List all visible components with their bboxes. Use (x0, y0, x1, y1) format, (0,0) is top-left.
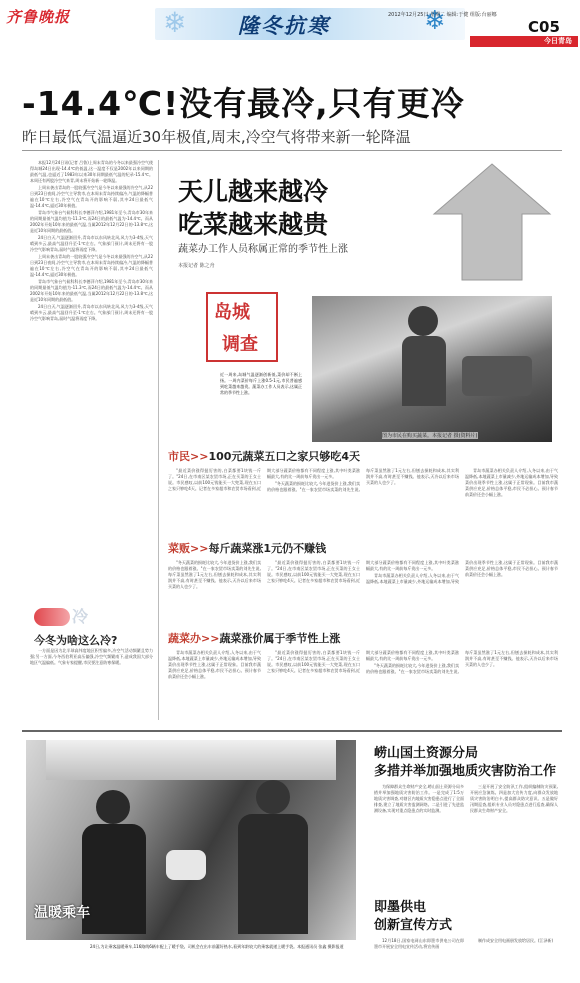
lead-paragraph: 上周末袭击青岛的一股较强冷空气是今冬以来最强的冷空气,从22日到23日夜间,冷空气主导我市,在本周末青岛持续偏冷,气温的降幅普遍在10℃左右,冷空气在青岛开的影响不弱,其中24日最低气温-14.4℃,逼近30年极值。 (30, 185, 153, 208)
bus-caption (90, 944, 356, 974)
feature-subhead: 蔬菜办工作人员称属正常的季节性上涨 (178, 244, 348, 255)
driver-figure (256, 780, 290, 814)
lead-body (30, 160, 153, 600)
snowflake-icon: ❄ (163, 6, 187, 39)
lead-paragraph: 青岛市气象台气候科科长李德萍介绍,1981年至今,青岛市30年来的同期最低气温均值为-11.3℃,而24日的最低气温为-14.4℃。而从2002年开始10年来的最低气温,当属2012年12月22日的-13.8℃,这是近10年同期的最低值。 (30, 279, 153, 302)
paper-name: 齐鲁晚报 (6, 8, 71, 26)
section-tag: 今日青岛 (470, 36, 578, 47)
section-office (168, 630, 558, 722)
lead-paragraph: 24日白天,气温逐渐回升,青岛市以东风转北风,风力为3-4级,天气晴到多云,最高气温回升至-1℃左右。气象部门预计,周末还将有一股冷空气影响青岛,届时气温将再度下降。 (30, 304, 153, 321)
jimo-col-2 (470, 938, 558, 974)
island-survey-badge (206, 292, 278, 362)
lead-paragraph: 24日白天,气温逐渐回升,青岛市以东风转北风,风力为3-4级,天气晴到多云,最高气温回升至-1℃左右。气象部门预计,周末还将有一股冷空气影响青岛,届时气温将再度下降。 (30, 235, 153, 252)
bus-label: 温暖乘车 (34, 905, 90, 921)
snowflake-icon: ❄ (424, 6, 446, 36)
section-text: "冬天蔬菜的损耗比较大,今年进货价上涨,我们卖的价格也跟着涨。"在一家农贸市场卖菜的刘先生说,每斤菜虽然涨了1元左右,但刨去损耗和成本,其实利润并不高,有时甚至不赚钱。他表示,天冷以后来市场买菜的人也少了。 (168, 560, 261, 589)
person-figure (402, 336, 446, 406)
masthead (0, 0, 580, 44)
divider (22, 730, 562, 732)
jimo-title-2: 创新宣传方式 (374, 918, 453, 933)
lead-paragraph: 青岛市气象台气候科科长李德萍介绍,1981年至今,青岛市30年来的同期最低气温均值为-11.3℃,而24日的最低气温为-14.4℃。而从2002年开始10年来的最低气温,当属2012年12月22日的-13.8℃,这是近10年同期的最低值。 (30, 210, 153, 233)
section-text: "冬天蔬菜的损耗比较大,今年进货价上涨,我们卖的价格也跟着涨。"在一家农贸市场卖菜的刘先生说,每斤菜虽然涨了1元左右,但刨去损耗和成本,其实利润并不高,有时甚至不赚钱。他表示,天冷以后来市场买菜的人也少了。 (267, 468, 459, 492)
vegetable-crate (462, 356, 532, 396)
section-label: 菜贩>> (168, 542, 209, 555)
divider (22, 150, 562, 151)
jimo-title-1: 即墨供电 (374, 900, 427, 915)
feature-headline-1: 天儿越来越冷 (178, 177, 329, 206)
laoshan-text: 为保障群众生命财产安全,崂山国土资源分局多措并举加强地质灾害防治工作。一是完成了1:5万地质灾害调查,对辖区内地质灾害隐患点进行了全面排查,建立了地质灾害监测网络。二是引进了先进监测设备,实现对重点隐患点的实时监测。 (374, 784, 464, 813)
section-text: "冬天蔬菜的损耗比较大,今年进货价上涨,我们卖的价格也跟着涨。"在一家农贸市场卖菜的刘先生说,每斤菜虽然涨了1元左右,但刨去损耗和成本,其实利润并不高,有时甚至不赚钱。他表示,天冷以后来市场买菜的人也少了。 (366, 650, 558, 674)
laoshan-title-1: 崂山国土资源分局 (374, 746, 479, 761)
bus-caption-text: 24日,为让乘客温暖乘车,116路线6辆车配上了暖手袋。司机会在出车前灌好热水,看到年龄较大的乘客就递上暖手袋。本报通讯员 张鑫 摄影报道 (90, 944, 344, 949)
faq-body (30, 648, 153, 730)
section-text: "最近菜价涨得挺厉害的,白菜都要1块钱一斤了。"24日,在市南区某农贸市场,正在买菜的王女士说。市民感叹,以前100元钱能买一大兜菜,现在五口之家只够吃4天。记者在多家超市和农贸市场看到,近期大部分蔬菜价格都有不同程度上涨,其中叶类菜涨幅最大,有的比一周前每斤贵出一元多。 (267, 650, 459, 673)
section-text: 青岛市蔬菜办相关负责人介绍,入冬以来,由于气温降低,本地蔬菜上市量减少,外地运输成本增加,导致菜价出现季节性上涨,这属于正常现象。目前我市蔬菜供应充足,价格总体平稳,市民不必担心。预计春节前菜价还会小幅上涨。 (366, 560, 558, 584)
section-text: 青岛市蔬菜办相关负责人介绍,入冬以来,由于气温降低,本地蔬菜上市量减少,外地运输成本增加,导致菜价出现季节性上涨,这属于正常现象。目前我市蔬菜供应充足,价格总体平稳,市民不必担心。预计春节前菜价还会小幅上涨。 (168, 650, 261, 679)
section-vendor (168, 540, 558, 624)
feature-byline: 本报记者 陈之舟 (178, 263, 215, 269)
section-label: 市民>> (168, 450, 209, 463)
up-arrow-icon (430, 162, 554, 282)
jimo-text: 制作成安全用电画册发放给居民。(江泽新) (478, 938, 554, 943)
feature-headline-2: 吃菜越来越贵 (178, 210, 329, 239)
laoshan-text: 三是开展了安全防汛工作,组织编制防灾预案,开展应急演练。四是加大宣传力度,向群众发放地质灾害防治明白卡,提高群众防灾意识。五是做好汛期巡查,组织专业人员对隐患点进行巡查,确保人民群众生命财产安全。 (470, 784, 558, 813)
badge-top: 岛城 (214, 302, 250, 323)
lead-headline: -14.4℃!没有最冷,只有更冷 (22, 84, 465, 123)
passenger-figure (82, 824, 146, 934)
section-label: 蔬菜办>> (168, 632, 220, 645)
market-photo (312, 296, 552, 442)
cold-watermark: 冷 (72, 607, 89, 626)
laoshan-col-1 (374, 784, 464, 892)
section-text: "最近菜价涨得挺厉害的,白菜都要1块钱一斤了。"24日,在市南区某农贸市场,正在买菜的王女士说。市民感叹,以前100元钱能买一大兜菜,现在五口之家只够吃4天。记者在多家超市和农贸市场看到,近期大部分蔬菜价格都有不同程度上涨,其中叶类菜涨幅最大,有的比一周前每斤贵出一元多。 (267, 560, 459, 583)
lead-subhead: 昨日最低气温逼近30年极值,周末,冷空气将带来新一轮降温 (22, 128, 411, 146)
column-rule (158, 160, 159, 720)
feature-intro (220, 372, 302, 434)
passenger-figure (96, 790, 130, 824)
thermometer-graphic (34, 608, 70, 626)
jimo-text: 12月18日,国家电网山东即墨市供电公司在即墨市开展安全用电宣传活动,将宣传画 (374, 938, 464, 949)
person-figure (408, 306, 438, 336)
section-title: 蔬菜涨价属于季节性上涨 (219, 632, 341, 645)
date-line: 2012年12月25日 星期二 编辑:于健 组版:台丽娜 (388, 12, 497, 18)
feature-intro-text: 近一周来,岛城气温逐渐创新低,菜价却不断上扬。一周内菜价每斤上涨0.5-1元,市民普遍感到吃菜越来越贵。蔬菜办工作人员表示,这属正常的季节性上涨。 (220, 372, 302, 395)
faq-title: 今冬为啥这么冷? (34, 634, 118, 647)
bus-window (46, 740, 336, 780)
page-number: C05 (528, 18, 560, 36)
faq-paragraph: 一方面是因为北半球高纬度地区积雪偏多,冷空气活动频繁且势力强;另一方面,今冬西伯利亚高压偏强,冷空气频繁南下,造成我国大部分地区气温偏低。气象专家提醒,市民要注意防寒保暖。 (30, 648, 153, 665)
jimo-col-1 (374, 938, 464, 974)
section-text: "最近菜价涨得挺厉害的,白菜都要1块钱一斤了。"24日,在市南区某农贸市场,正在买菜的王女士说。市民感叹,以前100元钱能买一大兜菜,现在五口之家只够吃4天。记者在多家超市和农贸市场看到,近期大部分蔬菜价格都有不同程度上涨,其中叶类菜涨幅最大,有的比一周前每斤贵出一元多。 (168, 468, 360, 491)
section-title: 100元蔬菜五口之家只够吃4天 (208, 450, 361, 463)
photo-caption: 图为市民在购买蔬菜。本报记者 摄(资料片) (382, 433, 478, 439)
lead-paragraph: 上周末袭击青岛的一股较强冷空气是今冬以来最强的冷空气,从22日到23日夜间,冷空气主导我市,在本周末青岛持续偏冷,气温的降幅普遍在10℃左右,冷空气在青岛开的影响不弱,其中24日最低气温-14.4℃,逼近30年极值。 (30, 254, 153, 277)
badge-bottom: 调查 (222, 334, 258, 355)
laoshan-col-2 (470, 784, 558, 892)
section-citizen (168, 448, 558, 534)
laoshan-title-2: 多措并举加强地质灾害防治工作 (374, 764, 557, 779)
column-banner: 隆冬抗寒 (238, 13, 330, 38)
section-title: 每斤蔬菜涨1元仍不赚钱 (208, 542, 327, 555)
hand-warmer (166, 850, 206, 880)
section-text: 青岛市蔬菜办相关负责人介绍,入冬以来,由于气温降低,本地蔬菜上市量减少,外地运输成本增加,导致菜价出现季节性上涨,这属于正常现象。目前我市蔬菜供应充足,价格总体平稳,市民不必担心。预计春节前菜价还会小幅上涨。 (465, 468, 558, 497)
lead-paragraph: 本报12月24日讯(记者 吕鲁)上周末青岛的今冬以来最强冷空气使得岛城24日出现-14.4℃的低温,这一温度不仅是2002年以来同期的最低气温,也逼近了1983年以来30年同期最低气温的纪录-15.4℃。本周还有两股冷空气来青,周末将开始新一轮降温。 (30, 160, 153, 183)
driver-figure (238, 814, 308, 934)
